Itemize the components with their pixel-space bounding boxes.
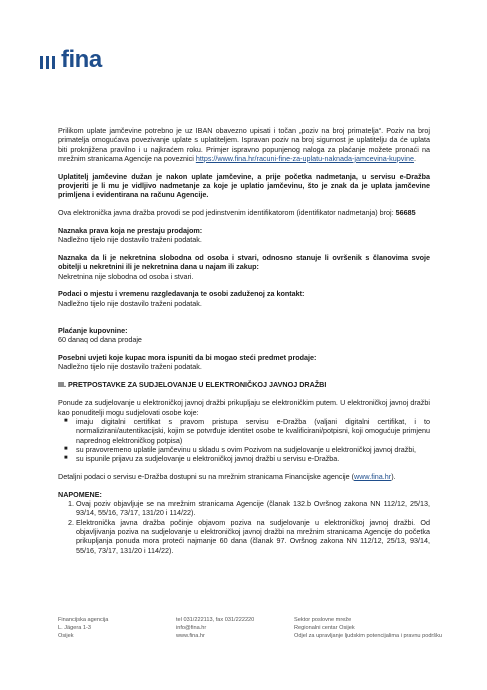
list-item: ■ imaju digitalni certifikat s pravom pristupa servisu e-Dražba (valjani digitalni certifikat, i to normalizirani/autentikacijski, kojim se potvrđuje identitet osobe te kvalificirani/potpisni, koji omogućuje primjenu naprednog elektroničkog potpisa) <box>76 417 430 445</box>
notes-list <box>58 499 430 555</box>
intro-paragraph-2: Uplatitelj jamčevine dužan je nakon uplate jamčevine, a prije početka nadmetanja, u servisu e-Dražba provjeriti je li mu je vidljivo nadmetanje za koje je uplatio jamčevinu, što je znak da je uplata jamčevine primljena i evidentirana na računu Agencije. <box>58 171 430 200</box>
part3-heading-block <box>58 380 430 389</box>
footer-department: Sektor poslovne mreže Regionalni centar Osijek Odjel za upravljanje ljudskim potencijalima i pravnu podršku <box>294 617 442 639</box>
footer-contact: tel 031/222113, fax 031/222220 info@fina.hr www.fina.hr <box>176 616 294 640</box>
notes-heading: NAPOMENE: <box>58 489 102 499</box>
section-text: Nadležno tijelo nije dostavilo traženi podatak. <box>58 298 202 308</box>
list-item: 2. Elektronička javna dražba počinje objavom poziva na sudjelovanje u elektroničkoj javnoj dražbi. Od objavljivanja poziva na sudjelovanje u elektroničkoj javnoj dražbi na mrežnim stranicama Agencije do početka prikupljanja ponuda mora proteći najmanje 60 dana (članak 97. Ovršnog zakona NN 112/12, 25/13, 93/14, 55/16, 73/17, 131/20 i 114/22). <box>76 518 430 555</box>
section-heading: Naznaka prava koja ne prestaju prodajom: <box>58 225 203 235</box>
fina-link[interactable]: www.fina.hr <box>354 472 392 482</box>
section-heading: Podaci o mjestu i vremenu razgledavanja te osobi zaduženoj za kontakt: <box>58 289 305 299</box>
auction-id: 56685 <box>395 208 416 218</box>
intro-paragraph-3: Ova elektronička javna dražba provodi se pod jedinstvenim identifikatorom (identifikator nadmetanja) broj: 56685 <box>58 208 416 218</box>
part3-body <box>58 398 430 463</box>
list-item: ■ su pravovremeno uplatile jamčevinu u skladu s ovim Pozivom na sudjelovanje u elektroničkoj javnoj dražbi, <box>76 445 430 454</box>
section-text: 60 danaq od dana prodaje <box>58 335 142 345</box>
section-conditions <box>58 353 430 372</box>
part3-heading: III. PRETPOSTAVKE ZA SUDJELOVANJE U ELEKTRONIČKOJ JAVNOJ DRAŽBI <box>58 380 327 390</box>
footer-email[interactable]: info@fina.hr <box>176 625 207 631</box>
part3-intro: Ponude za sudjelovanje u elektroničkoj javnoj dražbi prikupljaju se elektroničkim putem. U elektroničkoj javnoj dražbi kao ponuditelji mogu sudjelovati osobe koje: <box>58 398 430 417</box>
section-viewing <box>58 289 430 308</box>
notes-block <box>58 490 430 555</box>
section-occupancy <box>58 253 430 281</box>
footer-address: Financijska agencija L. Jägera 1-3 Osijek <box>58 617 109 639</box>
list-item: ■ su ispunile prijavu za sudjelovanje u elektroničkoj javnoj dražbi u servisu e-Dražba. <box>76 454 430 463</box>
document-body <box>58 126 430 555</box>
section-payment <box>58 326 430 345</box>
section-rights <box>58 226 430 245</box>
section-text: Nekretnina nije slobodna od osoba i stvari. <box>58 271 194 281</box>
section-heading: Posebni uvjeti koje kupac mora ispuniti da bi mogao steći predmet prodaje: <box>58 353 317 363</box>
requirements-list <box>58 417 430 463</box>
section-text: Nadležno tijelo nije dostavilo traženi podatak. <box>58 362 202 372</box>
intro-text: Prilikom uplate jamčevine potrebno je uz IBAN obavezno upisati i točan „poziv na broj primatelja“. Poziv na broj primatelja omogućava povezivanje uplate s uplatiteljem. Ispravan poziv na broj sigurnost je uplatitelju da će uplata biti proknjižena pravilno i u najkraćem roku. Primjer ispravno popunjenog naloga za plaćanje možete pronaći na mrežnim stranicama Agencije na poveznici <box>58 126 430 163</box>
section-text: Nadležno tijelo nije dostavilo traženi podatak. <box>58 235 202 245</box>
intro-paragraph-1: Prilikom uplate jamčevine potrebno je uz IBAN obavezno upisati i točan „poziv na broj primatelja“. Poziv na broj primatelja omogućava povezivanje uplate s uplatiteljem. Ispravan poziv na broj sigurnost je uplatitelju da će uplata biti proknjižena pravilno i u najkraćem roku. Primjer ispravno popunjenog naloga za plaćanje možete pronaći na mrežnim stranicama Agencije na poveznici https://www.fina.hr/racuni-fine-za-uplatu-naknada-jamcevina-kupvine. <box>58 126 430 163</box>
section-heading: Naznaka da li je nekretnina slobodna od osoba i stvari, odnosno stanuje li ovršenik s članovima svoje obitelji u nekretnini ili je nekretnina dana u najam ili zakup: <box>58 252 430 272</box>
list-item: 1. Ovaj poziv objavljuje se na mrežnim stranicama Agencije (članak 132.b Ovršnog zakona NN 112/12, 25/13, 93/14, 55/16, 73/17, 131/20 i 114/22). <box>76 499 430 518</box>
logo-bars-icon <box>40 56 55 69</box>
part3-details: Detaljni podaci o servisu e-Dražba dostupni su na mrežnim stranicama Financijske agencije (www.fina.hr). <box>58 472 396 482</box>
logo-text: fina <box>61 46 102 73</box>
section-heading: Plaćanje kupovnine: <box>58 325 128 335</box>
payment-link[interactable]: https://www.fina.hr/racuni-fine-za-uplatu-naknada-jamcevina-kupvine <box>195 153 414 163</box>
fina-logo <box>40 48 102 72</box>
footer-website[interactable]: www.fina.hr <box>176 633 205 639</box>
page-footer <box>58 616 448 640</box>
